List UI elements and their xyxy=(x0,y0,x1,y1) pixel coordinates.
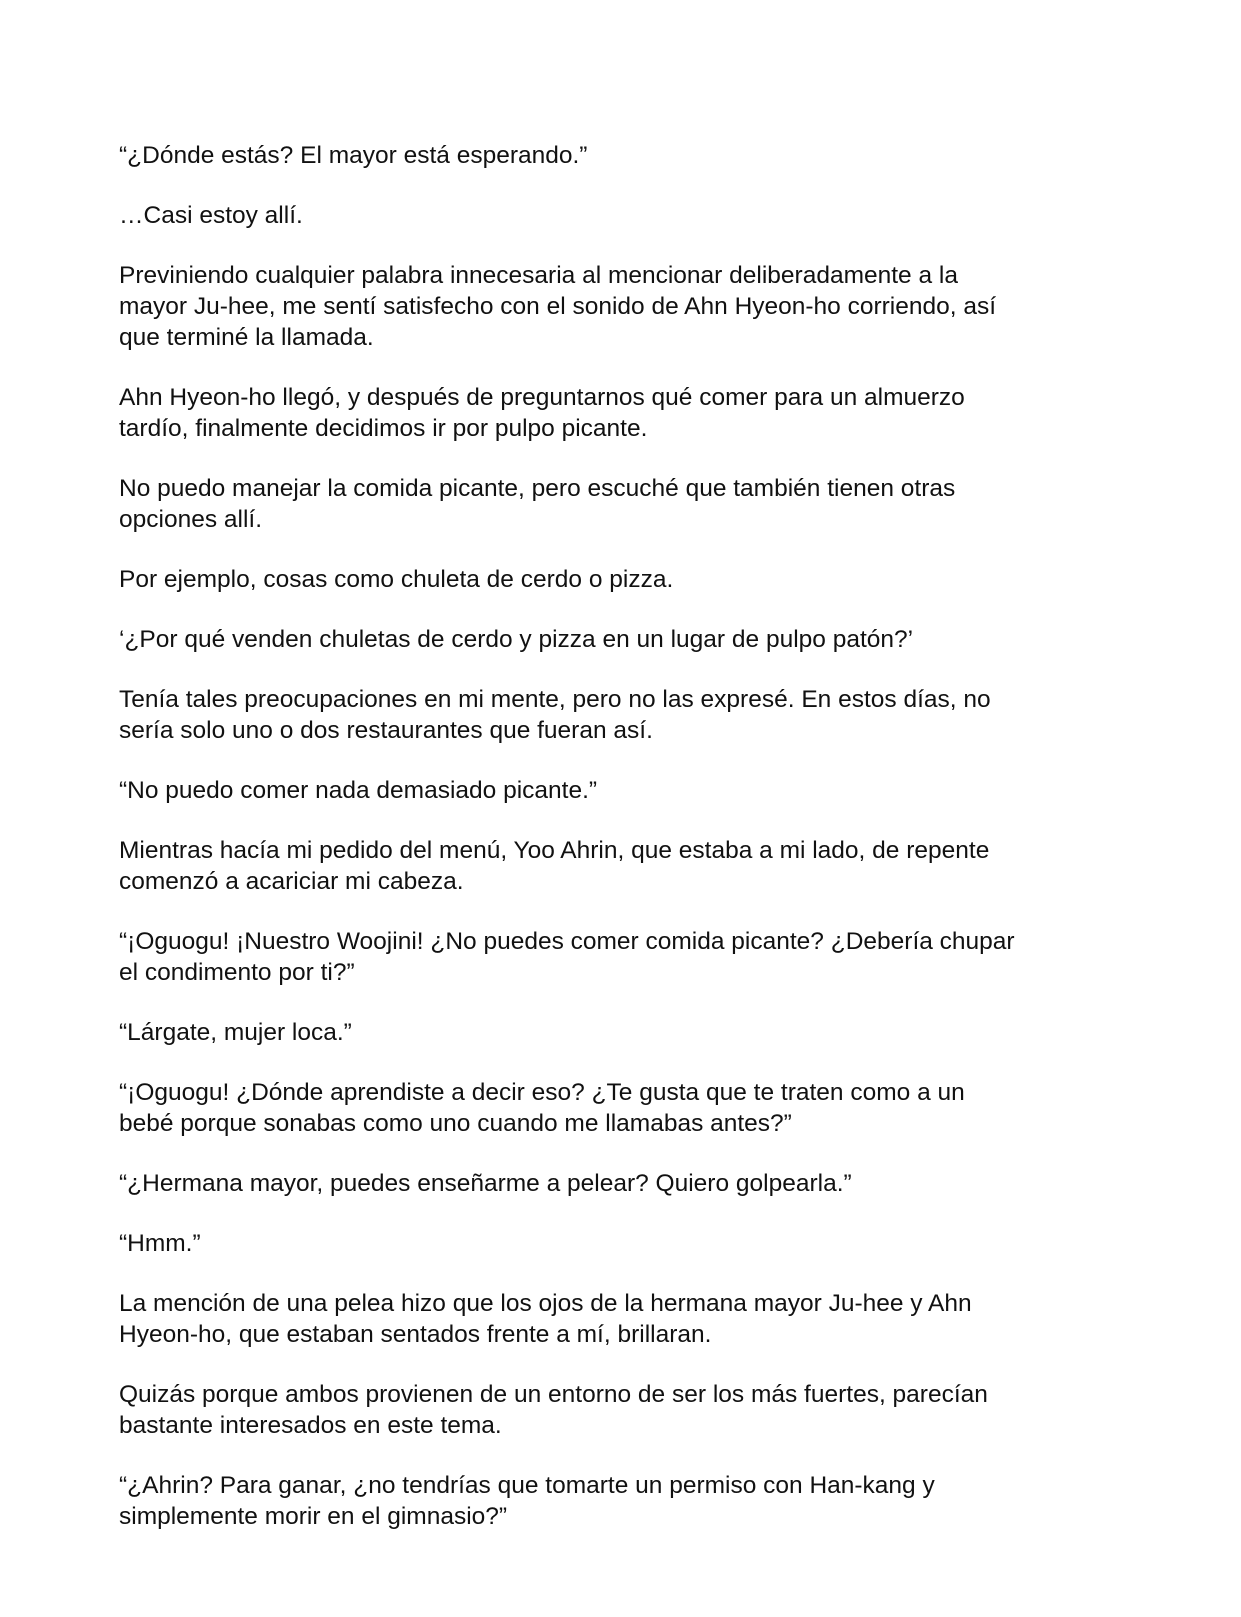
paragraph-8: Tenía tales preocupaciones en mi mente, pero no las expresé. En estos días, no sería solo uno o dos restaurantes que fueran así. xyxy=(119,686,991,744)
document-body xyxy=(119,140,1129,1561)
paragraph-10: Mientras hacía mi pedido del menú, Yoo Ahrin, que estaba a mi lado, de repente comenzó a acariciar mi cabeza. xyxy=(119,837,990,895)
paragraph-11: “¡Oguogu! ¡Nuestro Woojini! ¿No puedes comer comida picante? ¿Debería chupar el condimento por ti?” xyxy=(119,928,1015,986)
paragraph-2: …Casi estoy allí. xyxy=(119,202,303,229)
paragraph-13: “¡Oguogu! ¿Dónde aprendiste a decir eso? ¿Te gusta que te traten como a un bebé porque sonabas como uno cuando me llamabas antes?” xyxy=(119,1079,965,1137)
paragraph-5: No puedo manejar la comida picante, pero escuché que también tienen otras opciones allí. xyxy=(119,475,956,533)
paragraph-9: “No puedo comer nada demasiado picante.” xyxy=(119,777,598,804)
paragraph-1: “¿Dónde estás? El mayor está esperando.” xyxy=(119,142,588,169)
paragraph-3: Previniendo cualquier palabra innecesaria al mencionar deliberadamente a la mayor Ju-hee, me sentí satisfecho con el sonido de Ahn Hyeon-ho corriendo, así que terminé la llamada. xyxy=(119,262,997,351)
paragraph-14: “¿Hermana mayor, puedes enseñarme a pelear? Quiero golpearla.” xyxy=(119,1170,852,1197)
paragraph-16: La mención de una pelea hizo que los ojos de la hermana mayor Ju-hee y Ahn Hyeon-ho, que estaban sentados frente a mí, brillaran. xyxy=(119,1290,972,1348)
paragraph-12: “Lárgate, mujer loca.” xyxy=(119,1019,352,1046)
paragraph-4: Ahn Hyeon-ho llegó, y después de preguntarnos qué comer para un almuerzo tardío, finalmente decidimos ir por pulpo picante. xyxy=(119,384,965,442)
paragraph-15: “Hmm.” xyxy=(119,1230,201,1257)
paragraph-7: ‘¿Por qué venden chuletas de cerdo y pizza en un lugar de pulpo patón?’ xyxy=(119,626,914,653)
paragraph-17: Quizás porque ambos provienen de un entorno de ser los más fuertes, parecían bastante interesados en este tema. xyxy=(119,1381,988,1439)
paragraph-6: Por ejemplo, cosas como chuleta de cerdo o pizza. xyxy=(119,566,674,593)
paragraph-18: “¿Ahrin? Para ganar, ¿no tendrías que tomarte un permiso con Han-kang y simplemente morir en el gimnasio?” xyxy=(119,1472,935,1530)
